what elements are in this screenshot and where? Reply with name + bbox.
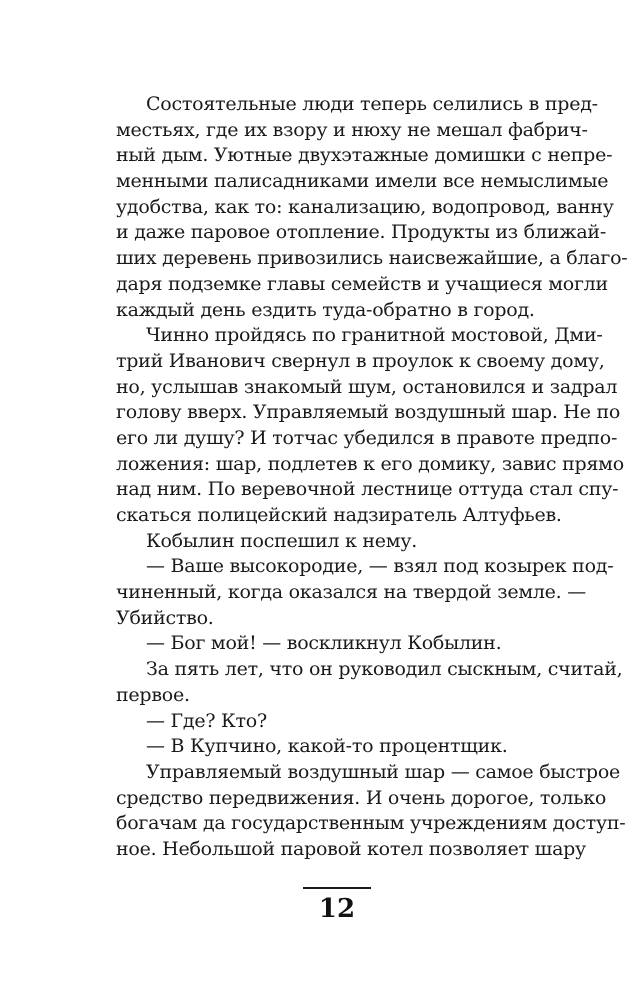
text-line: над ним. По веревочной лестнице оттуда стал спу- <box>116 478 619 501</box>
text-line: — В Купчино, какой-то процентщик. <box>146 735 508 758</box>
text-line: ное. Небольшой паровой котел позволяет шару <box>116 837 586 860</box>
page-number-rule <box>303 887 371 889</box>
text-line: Состоятельные люди теперь селились в пред- <box>146 93 598 115</box>
page-number: 12 <box>318 894 356 924</box>
body-text <box>116 92 628 863</box>
text-line: первое. <box>116 683 190 706</box>
text-line: и даже паровое отопление. Продукты из ближай- <box>116 221 606 244</box>
text-line: даря подземке главы семейств и учащиеся могли <box>116 272 608 295</box>
text-line: но, услышав знакомый шум, остановился и задрал <box>116 375 618 398</box>
text-line: Кобылин поспешил к нему. <box>146 529 418 552</box>
text-line: За пять лет, что он руководил сыскным, считай, <box>146 658 623 681</box>
text-line: местьях, где их взору и нюху не мешал фабрич- <box>116 118 588 141</box>
text-line: средство передвижения. И очень дорогое, только <box>116 786 607 809</box>
text-line: — Бог мой! — воскликнул Кобылин. <box>146 632 502 655</box>
text-line: Управляемый воздушный шар — самое быстрое <box>146 760 621 783</box>
text-line: скаться полицейский надзиратель Алтуфьев. <box>116 504 562 526</box>
text-line: чиненный, когда оказался на твердой земле. — <box>116 581 586 604</box>
text-line: удобства, как то: канализацию, водопровод, ванну <box>116 195 614 218</box>
text-line: его ли душу? И тотчас убедился в правоте предпо- <box>116 426 618 449</box>
text-line: ный дым. Уютные двухэтажные домишки с непре- <box>116 144 613 167</box>
text-line: ших деревень привозились наисвежайшие, а благо- <box>116 247 628 270</box>
text-line: каждый день ездить туда-обратно в город. <box>116 298 535 321</box>
text-line: — Ваше высокородие, — взял под козырек под- <box>146 555 614 578</box>
text-line: менными палисадниками имели все немыслимые <box>116 170 609 193</box>
text-line: ложения: шар, подлетев к его домику, завис прямо <box>116 452 624 475</box>
text-line: трий Иванович свернул в проулок к своему дому, <box>116 349 605 372</box>
text-line: Убийство. <box>116 606 214 629</box>
text-line: голову вверх. Управляемый воздушный шар. Не по <box>116 401 621 424</box>
text-line: — Где? Кто? <box>146 709 267 732</box>
text-line: богачам да государственным учреждениям доступ- <box>116 812 626 835</box>
text-line: Чинно пройдясь по гранитной мостовой, Дми- <box>146 324 603 347</box>
